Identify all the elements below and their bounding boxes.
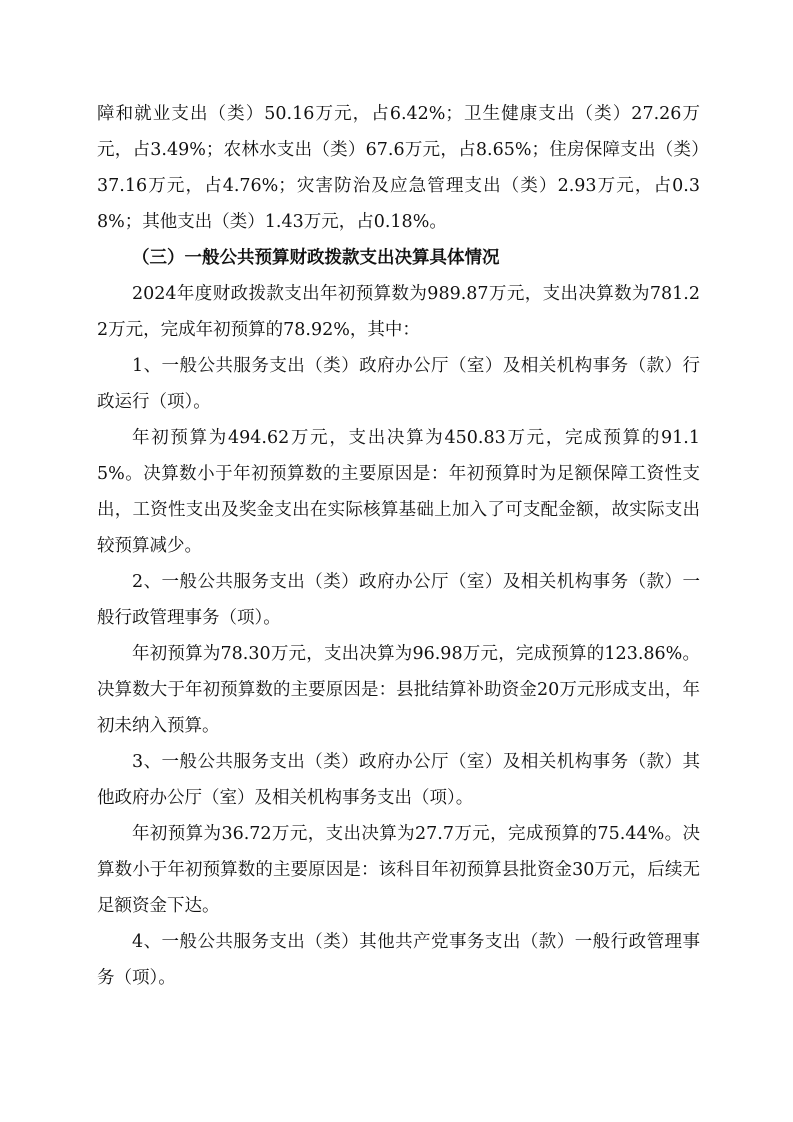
document-page — [97, 96, 700, 996]
paragraph-budget-overview: 2024年度财政拨款支出年初预算数为989.87万元，支出决算数为781.22万元，完成年初预算的78.92%，其中： — [97, 284, 700, 340]
paragraph-item-3-detail: 年初预算为36.72万元，支出决算为27.7万元，完成预算的75.44%。决算数小于年初预算数的主要原因是：该科目年初预算县批资金30万元，后续无足额资金下达。 — [97, 824, 700, 916]
paragraph-item-3-title: 3、一般公共服务支出（类）政府办公厅（室）及相关机构事务（款）其他政府办公厅（室）及相关机构事务支出（项）。 — [97, 752, 700, 808]
paragraph-item-4-title: 4、一般公共服务支出（类）其他共产党事务支出（款）一般行政管理事务（项）。 — [97, 932, 700, 988]
paragraph-item-1-detail: 年初预算为494.62万元，支出决算为450.83万元，完成预算的91.15%。决算数小于年初预算数的主要原因是：年初预算时为足额保障工资性支出，工资性支出及奖金支出在实际核算基础上加入了可支配金额，故实际支出较预算减少。 — [97, 428, 700, 556]
section-heading-3: （三）一般公共预算财政拨款支出决算具体情况 — [132, 248, 500, 268]
paragraph-item-1-title: 1、一般公共服务支出（类）政府办公厅（室）及相关机构事务（款）行政运行（项）。 — [97, 356, 700, 412]
paragraph-social-security-summary: 障和就业支出（类）50.16万元，占6.42%；卫生健康支出（类）27.26万元，占3.49%；农林水支出（类）67.6万元，占8.65%；住房保障支出（类）37.16万元，占4.76%；灾害防治及应急管理支出（类）2.93万元，占0.38%；其他支出（类）1.43万元，占0.18%。 — [97, 104, 700, 232]
paragraph-item-2-detail: 年初预算为78.30万元，支出决算为96.98万元，完成预算的123.86%。决算数大于年初预算数的主要原因是：县批结算补助资金20万元形成支出，年初未纳入预算。 — [97, 644, 700, 736]
paragraph-item-2-title: 2、一般公共服务支出（类）政府办公厅（室）及相关机构事务（款）一般行政管理事务（项）。 — [97, 572, 700, 628]
